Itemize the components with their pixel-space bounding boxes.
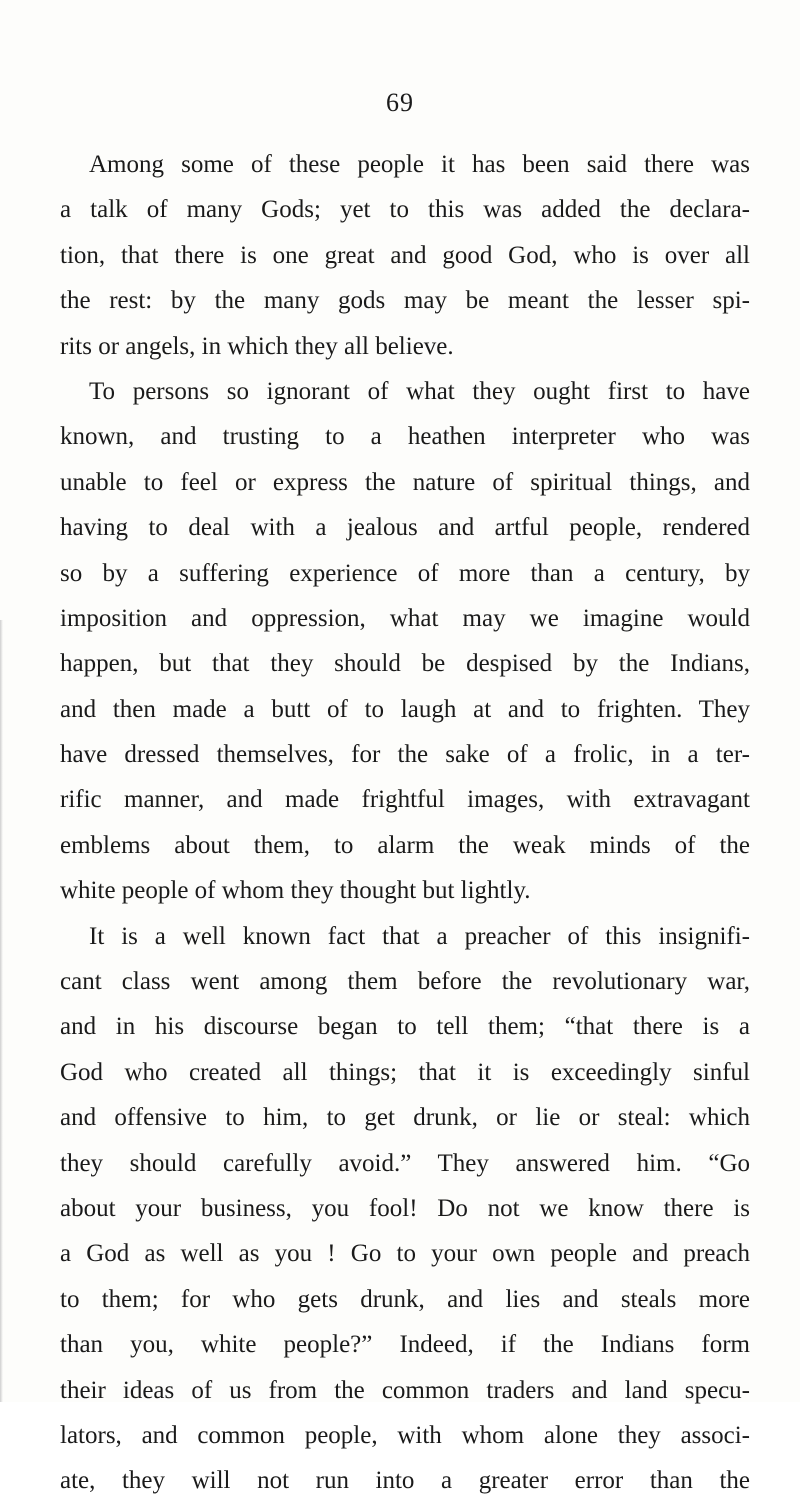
text-line: rific manner, and made frightful images, with extravagant bbox=[60, 786, 750, 814]
text-line: having to deal with a jealous and artful people, rendered bbox=[60, 514, 750, 542]
text-line: lators, and common people, with whom alone they associ- bbox=[60, 1421, 750, 1449]
text-line: It is a well known fact that a preacher of this insignifi- bbox=[89, 922, 750, 950]
text-line: ate, they will not run into a greater error than the bbox=[60, 1467, 750, 1495]
text-line: the rest: by the many gods may be meant the lesser spi- bbox=[60, 287, 750, 315]
text-line: they should carefully avoid.” They answered him. “Go bbox=[60, 1149, 750, 1177]
text-line: than you, white people?” Indeed, if the Indians form bbox=[60, 1331, 750, 1359]
text-line: and offensive to him, to get drunk, or lie or steal: which bbox=[60, 1104, 750, 1132]
page-binding-edge bbox=[0, 620, 3, 1402]
text-line: their ideas of us from the common traders and land specu- bbox=[60, 1376, 750, 1404]
text-line: God who created all things; that it is exceedingly sinful bbox=[60, 1058, 750, 1086]
text-line: happen, but that they should be despised by the Indians, bbox=[60, 650, 750, 678]
text-line: about your business, you fool! Do not we know there is bbox=[60, 1194, 750, 1222]
text-line: and then made a butt of to laugh at and to frighten. They bbox=[60, 695, 750, 723]
body-text bbox=[60, 150, 750, 1512]
text-line: so by a suffering experience of more than a century, by bbox=[60, 559, 750, 587]
text-line: unable to feel or express the nature of spiritual things, and bbox=[60, 468, 750, 496]
text-line: to them; for who gets drunk, and lies and steals more bbox=[60, 1285, 750, 1313]
text-line: tion, that there is one great and good God, who is over all bbox=[60, 241, 750, 269]
text-line: have dressed themselves, for the sake of a frolic, in a ter- bbox=[60, 741, 750, 769]
text-line: To persons so ignorant of what they ought first to have bbox=[89, 377, 750, 405]
text-line: a God as well as you ! Go to your own people and preach bbox=[60, 1240, 750, 1268]
page-number: 69 bbox=[386, 88, 414, 117]
text-line: rits or angels, in which they all believe. bbox=[60, 332, 454, 360]
text-line: a talk of many Gods; yet to this was added the declara- bbox=[60, 196, 750, 224]
text-line: white people of whom they thought but lightly. bbox=[60, 877, 531, 905]
text-line: imposition and oppression, what may we imagine would bbox=[60, 604, 750, 632]
text-line: known, and trusting to a heathen interpreter who was bbox=[60, 423, 750, 451]
text-line: and in his discourse began to tell them; “that there is a bbox=[60, 1013, 750, 1041]
text-line: cant class went among them before the revolutionary war, bbox=[60, 968, 750, 996]
text-line: emblems about them, to alarm the weak minds of the bbox=[60, 831, 750, 859]
text-line: Among some of these people it has been said there was bbox=[89, 151, 750, 178]
